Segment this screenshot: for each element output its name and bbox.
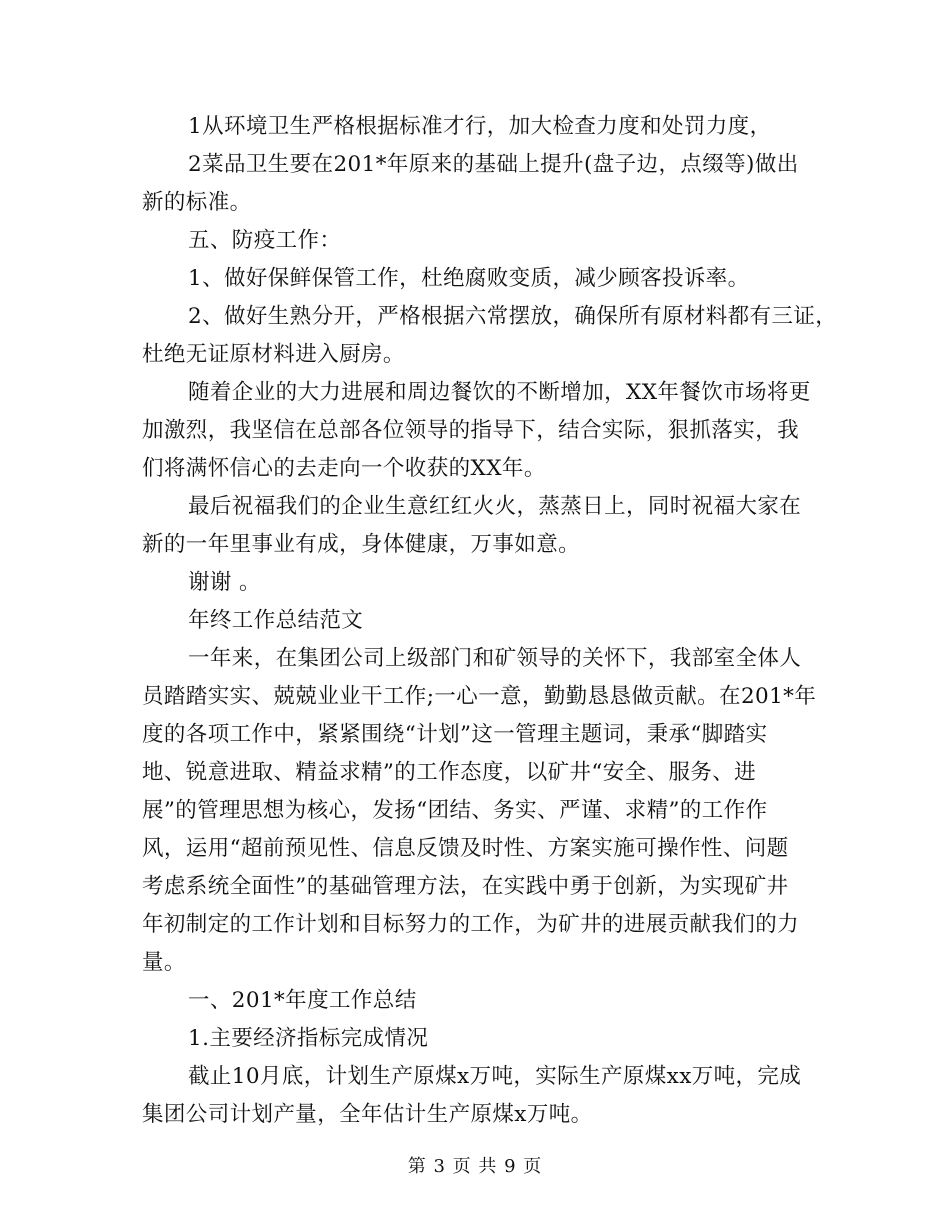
text-line: 员踏踏实实、兢兢业业干工作;一心一意，勤勤恳恳做贡献。在201*年 [142,684,817,709]
text-line: 2菜品卫生要在201*年原来的基础上提升(盘子边，点缀等)做出 [188,152,799,177]
section-heading: 一、201*年度工作总结 [188,988,417,1013]
text-line: 1、做好保鲜保管工作，杜绝腐败变质，减少顾客投诉率。 [188,266,750,291]
text-line: 风，运用“超前预见性、信息反馈及时性、方案实施可操作性、问题 [142,836,789,861]
subsection-heading: 1.主要经济指标完成情况 [188,1026,429,1051]
document-body [142,108,838,1134]
text-line: 年初制定的工作计划和目标努力的工作，为矿井的进展贡献我们的力 [142,912,800,937]
text-line: 地、锐意进取、精益求精”的工作态度，以矿井“安全、服务、进 [142,760,757,785]
text-line: 考虑系统全面性”的基础管理方法，在实践中勇于创新，为实现矿井 [142,874,789,899]
text-line: 一年来，在集团公司上级部门和矿领导的关怀下，我部室全体人 [188,646,802,671]
text-line: 量。 [142,950,186,975]
text-line: 加激烈，我坚信在总部各位领导的指导下，结合实际，狠抓落实，我 [142,418,800,443]
text-line: 谢谢 。 [188,570,261,595]
document-title: 年终工作总结范文 [188,608,364,633]
text-line: 随着企业的大力进展和周边餐饮的不断增加，XX年餐饮市场将更 [188,380,811,405]
text-line: 新的一年里事业有成，身体健康，万事如意。 [142,532,581,557]
text-line: 度的各项工作中，紧紧围绕“计划”这一管理主题词，秉承“脚踏实 [142,722,768,747]
text-line: 最后祝福我们的企业生意红红火火，蒸蒸日上，同时祝福大家在 [188,494,802,519]
text-line: 2、做好生熟分开，严格根据六常摆放，确保所有原材料都有三证， [188,304,838,329]
text-line: 杜绝无证原材料进入厨房。 [142,342,405,367]
text-line: 集团公司计划产量，全年估计生产原煤x万吨。 [142,1102,593,1127]
page-number-footer: 第 3 页 共 9 页 [407,1156,543,1177]
text-line: 展”的管理思想为核心，发扬“团结、务实、严谨、求精”的工作作 [142,798,768,823]
section-heading: 五、防疫工作： [188,228,342,253]
text-line: 新的标准。 [142,190,252,215]
text-line: 们将满怀信心的去走向一个收获的XX年。 [142,456,546,481]
text-line: 截止10月底，计划生产原煤x万吨，实际生产原煤xx万吨，完成 [188,1064,802,1089]
text-line: 1从环境卫生严格根据标准才行，加大检查力度和处罚力度， [188,114,772,139]
